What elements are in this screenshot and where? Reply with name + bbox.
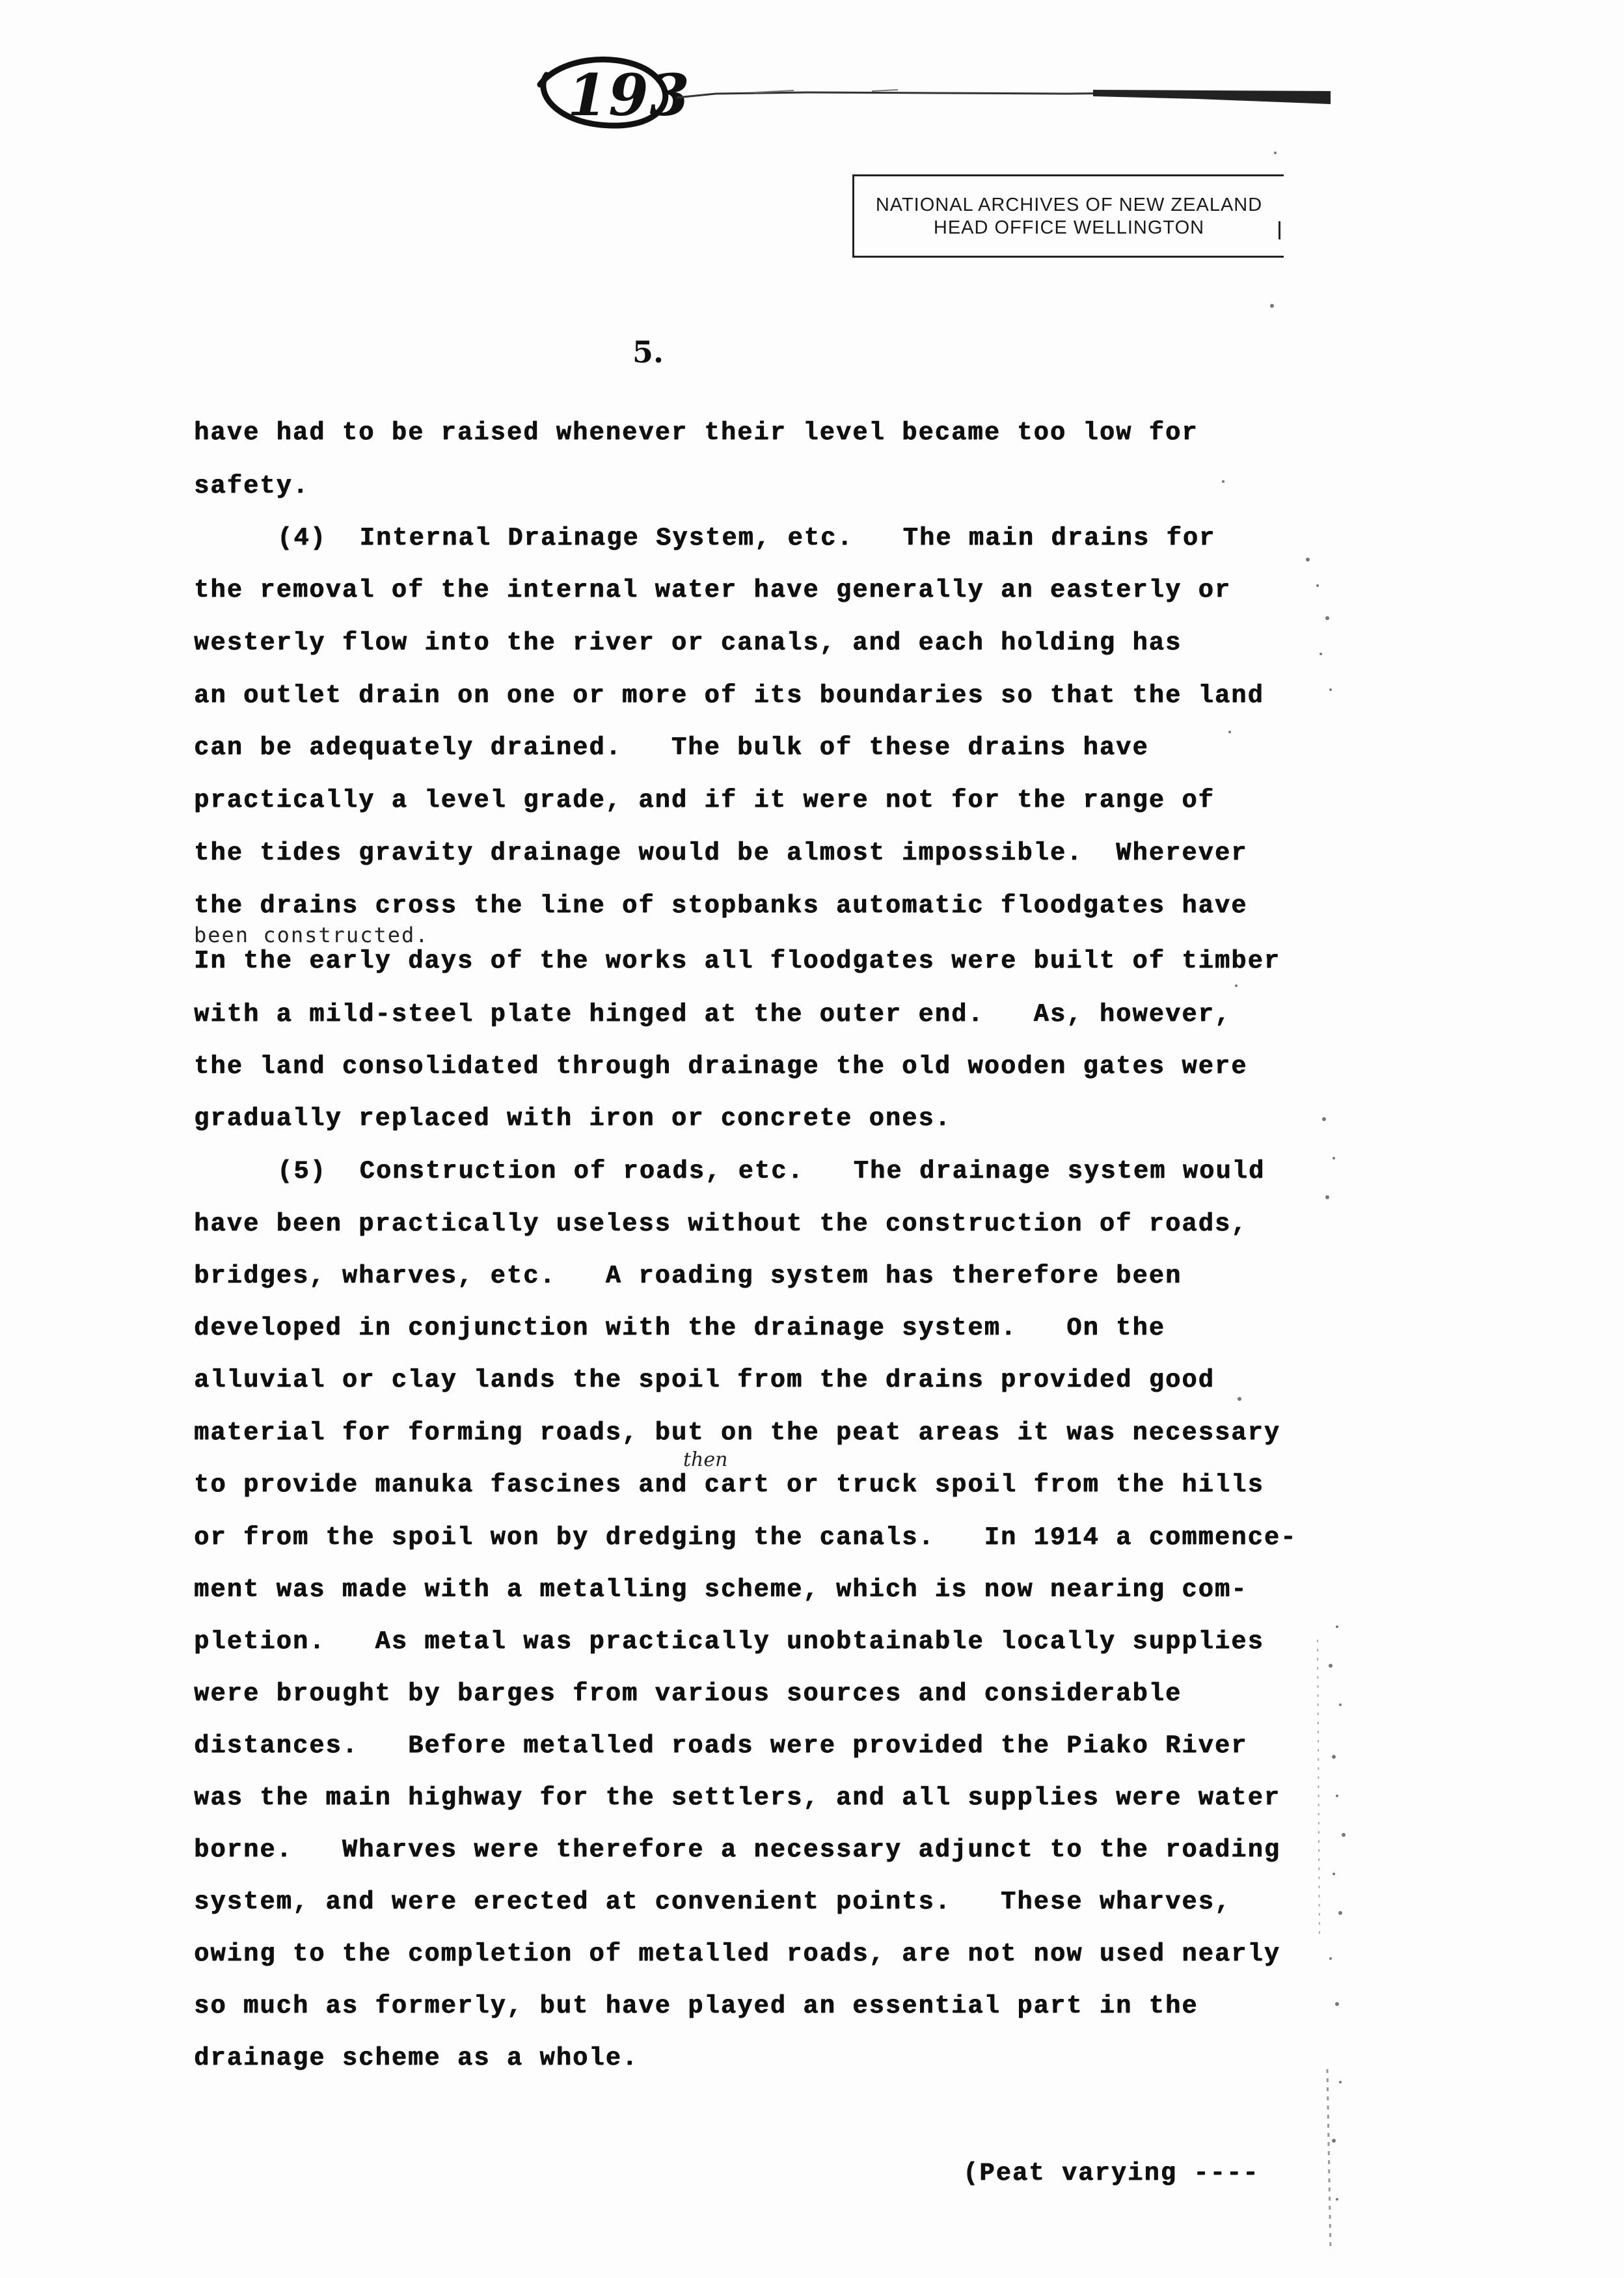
stamp-line-1: NATIONAL ARCHIVES OF NEW ZEALAND (875, 195, 1263, 215)
text-line: drainage scheme as a whole. (194, 2044, 639, 2072)
text-line: bridges, wharves, etc. A roading system has therefore been (194, 1262, 1182, 1290)
text-line: to provide manuka fascines and cart or truck spoil from the hills (194, 1471, 1264, 1499)
text-line: or from the spoil won by dredging the canals. In 1914 a commence- (194, 1523, 1297, 1552)
text-line: the removal of the internal water have generally an easterly or (194, 576, 1232, 604)
page-number: 5. (632, 334, 664, 370)
archives-stamp (852, 174, 1284, 258)
text-line: gradually replaced with iron or concrete ones. (194, 1104, 951, 1133)
text-line: alluvial or clay lands the spoil from the drains provided good (194, 1366, 1215, 1394)
handwritten-insert: then (683, 1448, 728, 1471)
text-line: can be adequately drained. The bulk of these drains have (194, 733, 1149, 762)
text-line: have been practically useless without the construction of roads, (194, 1210, 1248, 1238)
text-line: practically a level grade, and if it were not for the range of (194, 786, 1215, 815)
catchword: (Peat varying ---- (963, 2159, 1260, 2188)
text-line: have had to be raised whenever their level became too low for (194, 418, 1198, 447)
text-line: the tides gravity drainage would be almost impossible. Wherever (194, 839, 1248, 867)
stamp-line-2: HEAD OFFICE WELLINGTON (933, 217, 1205, 238)
text-line: (4) Internal Drainage System, etc. The main drains for (277, 524, 1216, 552)
folio-number: 193 (567, 61, 691, 129)
text-line: In the early days of the works all floodgates were built of timber (194, 947, 1281, 975)
text-line: westerly flow into the river or canals, and each holding has (194, 629, 1182, 657)
text-line: system, and were erected at convenient points. These wharves, (194, 1888, 1232, 1916)
top-edge-mark (677, 85, 1334, 107)
text-line: the drains cross the line of stopbanks automatic floodgates have (194, 891, 1248, 920)
text-line: developed in conjunction with the drainage system. On the (194, 1314, 1165, 1342)
text-line: the land consolidated through drainage the old wooden gates were (194, 1052, 1248, 1081)
text-line: material for forming roads, but on the peat areas it was necessary (194, 1418, 1281, 1447)
inserted-typed-line: been constructed. (194, 923, 429, 947)
text-line: so much as formerly, but have played an essential part in the (194, 1992, 1198, 2020)
text-line: was the main highway for the settlers, and all supplies were water (194, 1783, 1281, 1812)
text-line: borne. Wharves were therefore a necessary adjunct to the roading (194, 1836, 1281, 1864)
text-line: distances. Before metalled roads were provided the Piako River (194, 1731, 1248, 1760)
text-line: an outlet drain on one or more of its boundaries so that the land (194, 681, 1264, 710)
text-line: were brought by barges from various sources and considerable (194, 1679, 1182, 1708)
text-line: owing to the completion of metalled roads, are not now used nearly (194, 1940, 1281, 1968)
text-line: ment was made with a metalling scheme, which is now nearing com- (194, 1575, 1248, 1604)
text-line: safety. (194, 472, 310, 500)
text-line: with a mild-steel plate hinged at the outer end. As, however, (194, 1000, 1232, 1029)
text-line: (5) Construction of roads, etc. The drainage system would (277, 1157, 1265, 1186)
text-line: pletion. As metal was practically unobtainable locally supplies (194, 1627, 1264, 1656)
stamp-right-edge (1279, 221, 1280, 239)
